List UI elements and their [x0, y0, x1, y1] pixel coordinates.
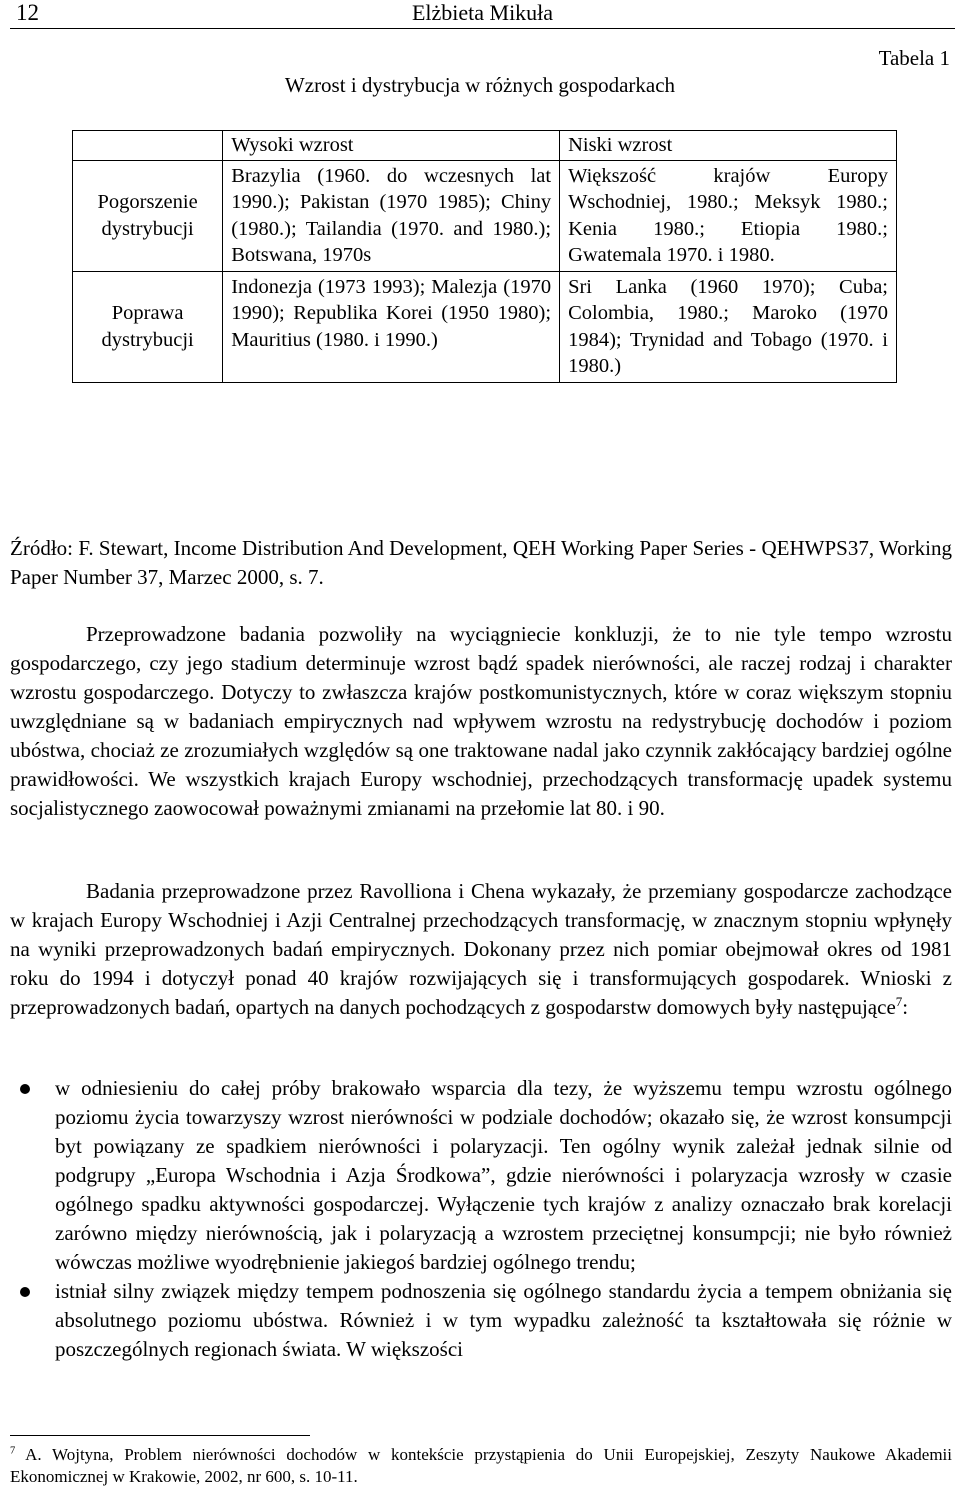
growth-distribution-table — [72, 130, 897, 383]
cell-improvement-high: Indonezja (1973 1993); Malezja (1970 1990); Republika Korei (1950 1980); Mauritius (1980. i 1990.) — [223, 271, 560, 382]
page-header — [10, 0, 955, 29]
footnote-text: A. Wojtyna, Problem nierówności dochodów w kontekście przystąpienia do Unii Europejskiej, Zeszyty Naukowe Akademii Ekonomicznej w Krakowie, 2002, nr 600, s. 10-11. — [10, 1445, 952, 1486]
footnote-divider — [10, 1435, 310, 1436]
cell-improvement-low: Sri Lanka (1960 1970); Cuba; Colombia, 1980.; Maroko (1970 1984); Trynidad and Tobago (1970. i 1980.) — [560, 271, 897, 382]
list-item — [10, 1277, 952, 1364]
paragraph-2-tail: : — [902, 995, 909, 1019]
footnote-mark: 7 — [10, 1445, 16, 1457]
list-item-text: w odniesieniu do całej próby brakowało wsparcia dla tezy, że wyższemu tempu wzrostu ogólnego poziomu życia towarzyszy wzrost nierówności w podziale dochodów; okazało się, że wzrost konsumpcji byt powiązany ze spadkiem nierówności i polaryzacji. Ten ogólny wynik zależał jednak silnie od podgrupy „Europa Wschodnia i Azja Środkowa”, gdzie nierówności i polaryzacja wzrosły w czasie ogólnego spadku aktywności gospodarczej. Wyłączenie tych krajów z analizy oznaczało brak korelacji zarówno między nierównością, jak i polaryzacją a wzrostem przeciętnej konsumpcji; nie było również wówczas możliwe wyodrębnienie jakiegoś bardziej ogólnego trendu; — [55, 1076, 952, 1274]
corner-cell — [73, 131, 223, 161]
list-item-text: istniał silny związek między tempem podnoszenia się ogólnego standardu życia a tempem obniżania się absolutnego poziomu ubóstwa. Również i w tym wypadku zależność ta kształtowała się różnie w poszczególnych regionach świata. W większości — [55, 1279, 952, 1361]
paragraph-2-text: Badania przeprowadzone przez Ravolliona i Chena wykazały, że przemiany gospodarcze zachodzące w krajach Europy Wschodniej i Azji Centralnej przechodzących transformację, w znacznym stopniu wpłynęły na wyniki przeprowadzonych badań empirycznych. Dokonany przez nich pomiar obejmował okres od 1981 roku do 1994 i dotyczył ponad 40 krajów rozwijających się i transformujących gospodarek. Wnioski z przeprowadzonych badań, opartych na danych pochodzących z gospodarstw domowych były następujące — [10, 879, 952, 1019]
col-low-growth: Niski wzrost — [560, 131, 897, 161]
table-header-row — [73, 131, 897, 161]
page-number: 12 — [16, 0, 39, 25]
table-label: Tabela 1 — [878, 46, 950, 70]
table-row — [73, 271, 897, 382]
cell-worsening-low: Większość krajów Europy Wschodniej, 1980.; Meksyk 1980.; Kenia 1980.; Etiopia 1980.; Gwatemala 1970. i 1980. — [560, 160, 897, 271]
footnote-ref[interactable]: 7 — [895, 994, 903, 1009]
table-title: Wzrost i dystrybucja w różnych gospodarkach — [284, 73, 676, 97]
body-paragraph-1: Przeprowadzone badania pozwoliły na wyciągniecie konkluzji, że to nie tyle tempo wzrostu gospodarczego, czy jego stadium determinuje wzrost bądź spadek nierówności, ale raczej rodzaj i charakter wzrostu gospodarczego. Dotyczy to zwłaszcza krajów postkomunistycznych, które w coraz większym stopniu uwzględniane są w badaniach empirycznych nad wpływem wzrostu na redystrybucję dochodów i poziom ubóstwa, chociaż ze zrozumiałych względów są one traktowane nadal jako czynnik zakłócający bardziej ogólne prawidłowości. We wszystkich krajach Europy wschodniej, przechodzących transformację upadek systemu socjalistycznego zaowocował poważnymi zmianami na przełomie lat 80. i 90. — [10, 622, 952, 820]
body-paragraph-2 — [10, 877, 952, 1022]
bullet-icon — [20, 1084, 30, 1094]
table-row — [73, 160, 897, 271]
cell-worsening-high: Brazylia (1960. do wczesnych lat 1990.); Pakistan (1970 1985); Chiny (1980.); Tailandia (1970. and 1980.); Botswana, 1970s — [223, 160, 560, 271]
findings-list — [10, 1074, 952, 1364]
bullet-icon — [20, 1287, 30, 1297]
col-high-growth: Wysoki wzrost — [223, 131, 560, 161]
table-source: Źródło: F. Stewart, Income Distribution And Development, QEH Working Paper Series - QEHWPS37, Working Paper Number 37, Marzec 2000, s. 7. — [10, 536, 952, 589]
running-author: Elżbieta Mikuła — [411, 0, 554, 25]
footnote — [10, 1444, 952, 1488]
list-item — [10, 1074, 952, 1277]
row-label-worsening: Pogorszenie dystrybucji — [73, 160, 223, 271]
row-label-improvement: Poprawa dystrybucji — [73, 271, 223, 382]
